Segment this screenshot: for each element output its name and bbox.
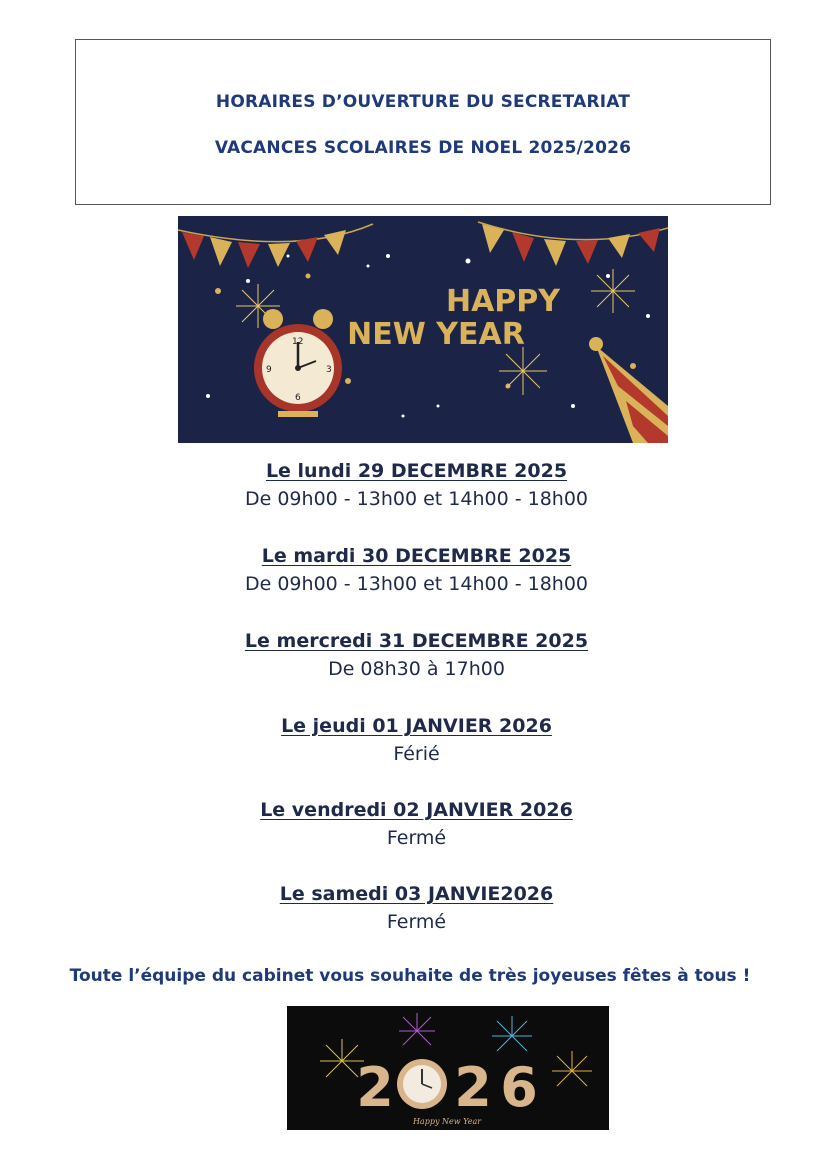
schedule-hours: De 09h00 - 13h00 et 14h00 - 18h00 xyxy=(244,488,589,510)
schedule-hours: De 08h30 à 17h00 xyxy=(328,658,505,680)
schedule-day: Le vendredi 02 JANVIER 2026 xyxy=(260,799,573,821)
year-digit-2b: 2 xyxy=(454,1056,492,1119)
schedule-item xyxy=(0,628,833,684)
schedule-day: Le mardi 30 DECEMBRE 2025 xyxy=(261,545,572,567)
schedule-item xyxy=(0,458,833,514)
year-digit-2: 2 xyxy=(356,1056,394,1119)
new-year-2026-banner xyxy=(287,1006,609,1130)
banner-happy-text: HAPPY xyxy=(445,284,561,319)
header-subtitle: VACANCES SCOLAIRES DE NOEL 2025/2026 xyxy=(214,138,632,158)
schedule-hours: Fermé xyxy=(386,827,447,849)
header-box xyxy=(75,39,771,205)
clock-number-3: 3 xyxy=(326,365,332,375)
header-title: HORAIRES D’OUVERTURE DU SECRETARIAT xyxy=(215,92,631,112)
schedule-item xyxy=(0,881,833,937)
schedule-item xyxy=(0,543,833,599)
clock-number-12: 12 xyxy=(292,337,304,347)
schedule-day: Le mercredi 31 DECEMBRE 2025 xyxy=(244,630,589,652)
schedule-hours: Fermé xyxy=(386,911,447,933)
schedule-item xyxy=(0,713,833,769)
year-digit-6: 6 xyxy=(500,1056,538,1119)
schedule-hours: De 09h00 - 13h00 et 14h00 - 18h00 xyxy=(244,573,589,595)
holiday-wishes: Toute l’équipe du cabinet vous souhaite de très joyeuses fêtes à tous ! xyxy=(69,966,751,986)
happy-new-year-banner xyxy=(178,216,668,443)
schedule-day: Le samedi 03 JANVIE2026 xyxy=(279,883,554,905)
banner-new-year-text: NEW YEAR xyxy=(347,317,525,352)
happy-new-year-caption: Happy New Year xyxy=(412,1117,482,1126)
clock-zero-icon xyxy=(397,1059,447,1109)
schedule-day: Le jeudi 01 JANVIER 2026 xyxy=(281,715,552,737)
clock-number-6: 6 xyxy=(295,393,301,403)
schedule-item xyxy=(0,797,833,853)
schedule-day: Le lundi 29 DECEMBRE 2025 xyxy=(265,460,568,482)
schedule-hours: Férié xyxy=(393,743,440,765)
clock-number-9: 9 xyxy=(266,365,272,375)
